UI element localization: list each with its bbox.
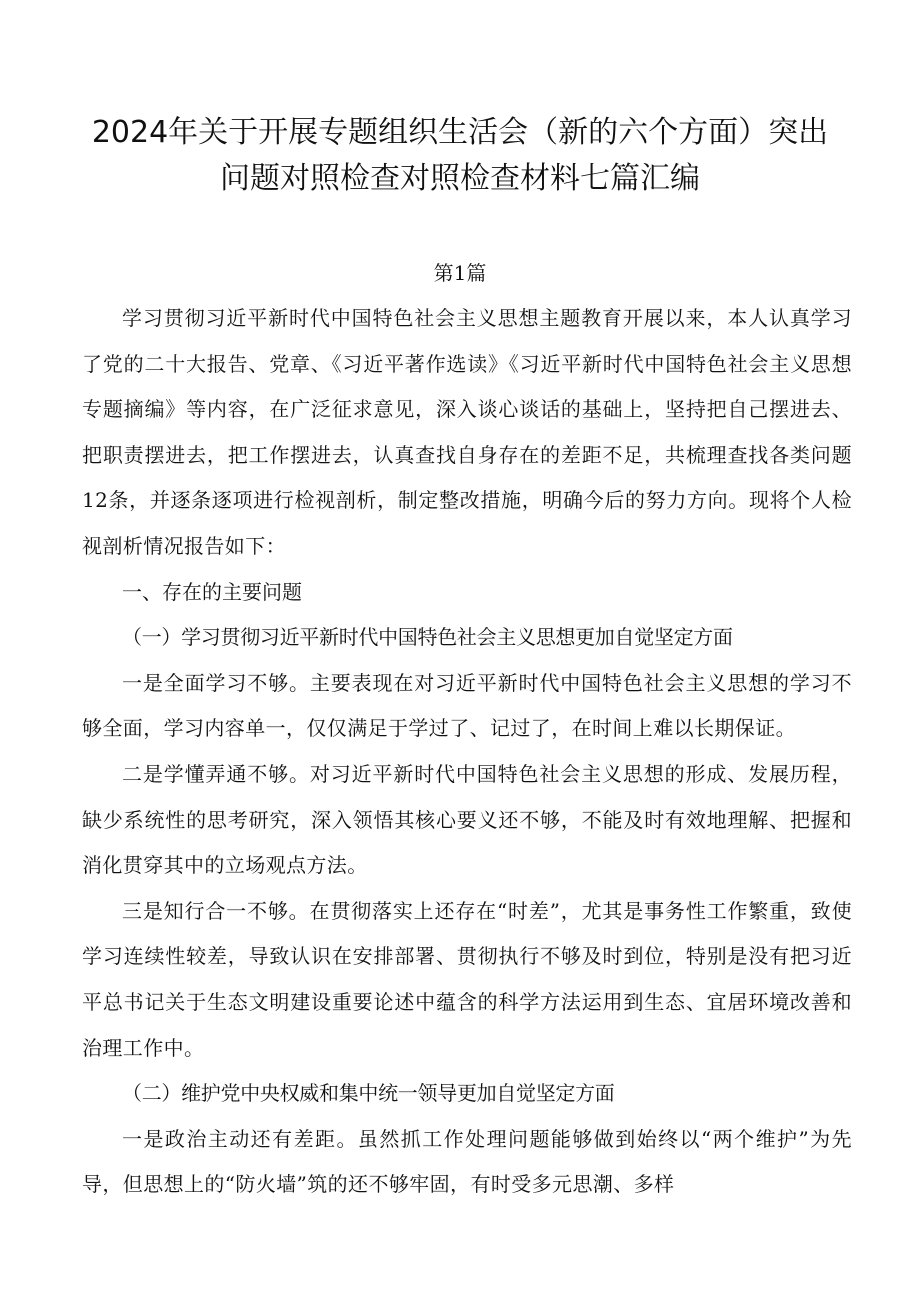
paragraph-1-3: 三是知行合一不够。在贯彻落实上还存在“时差”，尤其是事务性工作繁重，致使学习连续性较差，导致认识在安排部署、贯彻执行不够及时到位，特别是没有把习近平总书记关于生态文明建设重要论述中蕴含的科学方法运用到生态、宜居环境改善和治理工作中。: [82, 898, 852, 1060]
title-line-1: 2024年关于开展专题组织生活会（新的六个方面）突出: [91, 115, 829, 150]
subsection-heading-1: （一）学习贯彻习近平新时代中国特色社会主义思想更加自觉坚定方面: [122, 625, 733, 650]
subsection-heading-2: （二）维护党中央权威和集中统一领导更加自觉坚定方面: [122, 1081, 615, 1106]
paragraph-2-1: 一是政治主动还有差距。虽然抓工作处理问题能够做到始终以“两个维护”为先导，但思想上的“防火墙”筑的还不够牢固，有时受多元思潮、多样: [82, 1126, 852, 1197]
paragraph-1-1: 一是全面学习不够。主要表现在对习近平新时代中国特色社会主义思想的学习不够全面，学习内容单一，仅仅满足于学过了、记过了，在时间上难以长期保证。: [82, 670, 852, 741]
section-heading-1: 一、存在的主要问题: [122, 579, 302, 604]
document-title: [60, 110, 860, 202]
intro-paragraph: 学习贯彻习近平新时代中国特色社会主义思想主题教育开展以来，本人认真学习了党的二十大报告、党章、《习近平著作选读》《习近平新时代中国特色社会主义思想专题摘编》等内容，在广泛征求意见，深入谈心谈话的基础上，坚持把自己摆进去、把职责摆进去，把工作摆进去，认真查找自身存在的差距不足，共梳理查找各类问题12条，并逐条逐项进行检视剖析，制定整改措施，明确今后的努力方向。现将个人检视剖析情况报告如下：: [82, 306, 852, 558]
chapter-label: 第1篇: [433, 261, 487, 285]
title-line-2: 问题对照检查对照检查材料七篇汇编: [220, 161, 700, 196]
paragraph-1-2: 二是学懂弄通不够。对习近平新时代中国特色社会主义思想的形成、发展历程，缺少系统性的思考研究，深入领悟其核心要义还不够，不能及时有效地理解、把握和消化贯穿其中的立场观点方法。: [82, 761, 852, 878]
document-body: [82, 296, 852, 1208]
